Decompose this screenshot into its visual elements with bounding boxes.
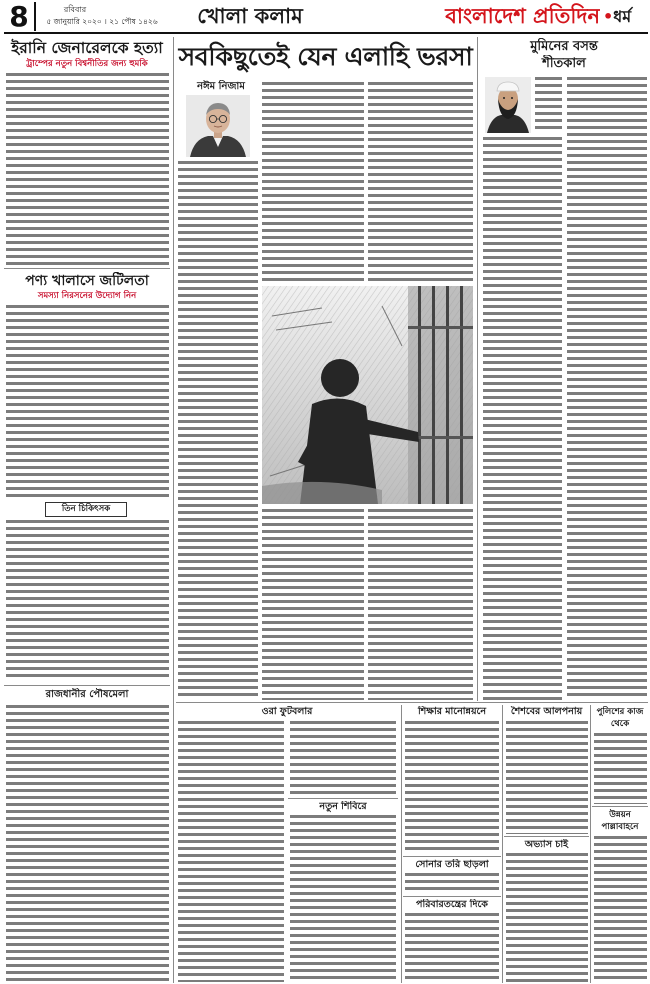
main-article-headline: সবকিছুতেই যেন এলাহি ভরসা	[178, 42, 473, 71]
letter-body-text	[405, 873, 499, 894]
editorial-subheadline: সমস্যা নিরসনের উদ্যোগ নিন	[37, 291, 137, 301]
letter-headline: ওরা ফুটবলার	[261, 706, 313, 717]
section-divider	[176, 702, 648, 703]
letter-divider	[403, 856, 501, 857]
letter-headline: শিক্ষার মানোন্নয়নে	[417, 706, 487, 717]
article-body-text	[6, 73, 169, 265]
letter-body-text	[290, 815, 396, 982]
column-divider	[502, 705, 503, 983]
religion-headline-line1: মুমিনের বসন্ত	[530, 39, 598, 54]
article-divider	[4, 268, 170, 269]
article-body-text	[6, 520, 169, 681]
editorial-subheadline: ট্রাম্পের নতুন বিশ্বনীতির জন্য হুমকি	[26, 59, 148, 69]
letter-divider	[504, 836, 589, 837]
article-body-text	[6, 305, 169, 497]
article-body-text	[262, 509, 364, 700]
letter-body-text	[506, 853, 588, 982]
newspaper-masthead-logo: বাংলাদেশ প্রতিদিন	[445, 4, 600, 28]
letter-headline: পরিবারতন্ত্রের দিকে	[416, 899, 488, 910]
article-body-text	[483, 137, 562, 700]
article-body-text	[6, 705, 169, 982]
letter-headline-boxed: তিন চিকিৎসক	[45, 502, 127, 517]
page-number: 8	[4, 2, 36, 31]
header-rule	[4, 32, 648, 34]
letter-body-text	[405, 913, 499, 982]
author-byline: নঈম নিজাম	[197, 81, 245, 92]
column-divider	[590, 705, 591, 983]
article-body-text	[368, 82, 473, 282]
letter-headline: রাজধানীর পৌষমেলা	[45, 689, 129, 700]
religion-headline-line2: শীতকাল	[542, 56, 586, 71]
weekday: রবিবার	[63, 5, 87, 14]
letter-divider	[403, 896, 501, 897]
letter-body-text	[178, 721, 284, 982]
column-divider	[173, 37, 174, 983]
letter-divider	[592, 806, 648, 807]
author-photo	[485, 77, 531, 133]
illustration-image	[262, 286, 473, 504]
article-divider	[4, 685, 170, 686]
letter-body-text	[594, 836, 647, 982]
letter-headline: উন্নয়ন পাল্লাবাহনে	[601, 810, 639, 832]
editorial-headline: পণ্য খালাসে জটিলতা	[25, 273, 149, 289]
date-line: ৫ জানুয়ারি ২০২০ । ২১ পৌষ ১৪২৬	[46, 17, 158, 26]
column-divider	[477, 37, 478, 701]
letter-body-text	[506, 721, 588, 834]
letter-divider	[288, 798, 398, 799]
column-divider	[401, 705, 402, 983]
letter-body-text	[405, 721, 499, 854]
subsection-label: • ধর্ম	[603, 5, 648, 29]
letter-headline: সোনার তরি ছাড়লা	[415, 859, 489, 870]
article-body-text	[178, 161, 258, 700]
section-title: খোলা কলাম	[197, 4, 303, 28]
letter-body-text	[290, 721, 396, 796]
letter-headline: পুলিশের কাজ থেকে	[596, 707, 644, 729]
letter-headline: অভ্যাস চাই	[524, 839, 569, 850]
editorial-headline: ইরানি জেনারেলকে হত্যা	[11, 39, 163, 57]
article-body-text	[368, 509, 473, 700]
article-body-text	[262, 82, 364, 282]
author-photo	[186, 95, 250, 157]
letter-body-text	[594, 733, 647, 804]
article-body-text	[535, 77, 562, 133]
article-body-text	[567, 77, 647, 700]
letter-headline: শৈশবের আলপনায়	[510, 706, 583, 717]
letter-headline: নতুন শিবিরে	[319, 801, 367, 812]
